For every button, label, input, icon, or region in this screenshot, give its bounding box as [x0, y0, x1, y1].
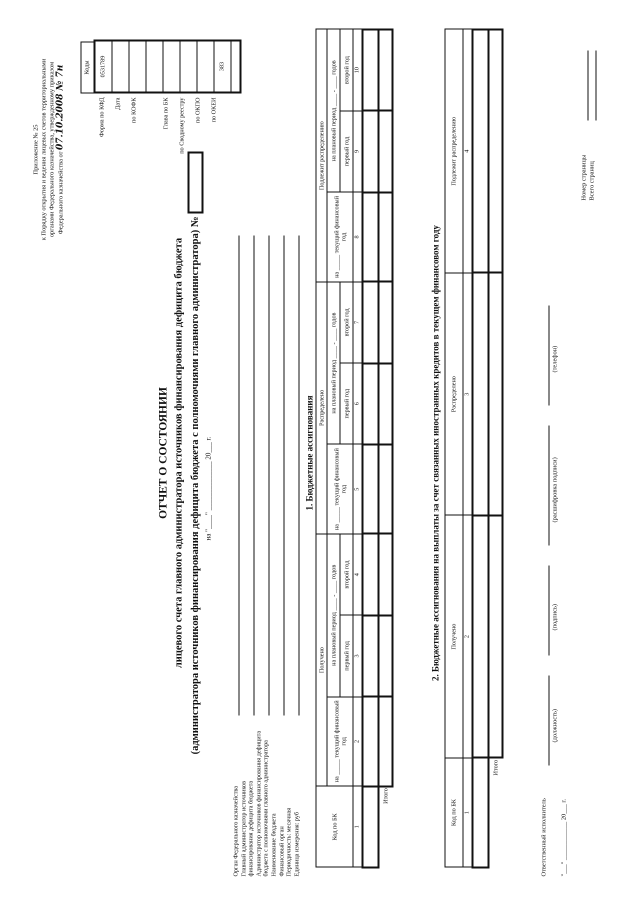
first-year-header: первый год	[340, 363, 353, 444]
code-value[interactable]: 383	[214, 41, 231, 91]
requisite-fill-line[interactable]	[253, 235, 254, 715]
second-year-header: второй год	[340, 281, 353, 362]
table-cell[interactable]	[362, 363, 378, 444]
col-number: 1	[463, 757, 472, 867]
current-year-header: на _____ текущий финансовый год	[327, 192, 353, 282]
total-cell[interactable]	[378, 444, 392, 534]
first-year-header: первый год	[340, 110, 353, 191]
requisite-fill-line[interactable]	[298, 235, 299, 715]
col-number: 4	[353, 533, 362, 614]
footer-date: "___" ____________ 20___ г.	[560, 798, 567, 876]
col-code-header: Код по БК	[445, 757, 463, 867]
codes-header: Коды	[80, 41, 94, 93]
appendix-line	[56, 29, 65, 269]
total-cell[interactable]	[378, 281, 392, 362]
appendix-block	[32, 29, 65, 269]
table-cell[interactable]	[472, 757, 488, 867]
current-year-header: на _____ текущий финансовый год	[327, 444, 353, 534]
account-number-box[interactable]	[187, 151, 203, 213]
col-number: 1	[353, 786, 362, 867]
col-number: 3	[353, 615, 362, 696]
section2-title: 2. Бюджетные ассигнования на выплаты за счет связанных иностранных кредитов в текущем финансовом году	[430, 224, 440, 681]
page-number-label: Номер страницы	[580, 154, 587, 200]
col-number: 3	[463, 272, 472, 514]
order-reference: 07.10.2008 № 7н	[55, 64, 65, 150]
requisite-fill-line[interactable]	[283, 235, 284, 715]
table-row	[472, 29, 488, 867]
table-cell[interactable]	[472, 515, 488, 757]
phone-caption: (телефон)	[551, 345, 558, 372]
col-number: 7	[353, 281, 362, 362]
received-header: Получено	[316, 533, 327, 785]
column-numbers-row	[463, 29, 472, 867]
first-year-header: первый год	[340, 615, 353, 696]
code-label: Глава по БК	[162, 97, 169, 129]
table-cell[interactable]	[362, 444, 378, 534]
decoding-line[interactable]	[548, 425, 549, 545]
table-cell[interactable]	[362, 110, 378, 191]
table-cell[interactable]	[472, 272, 488, 514]
appendix-line-text: Федерального казначейства от	[57, 151, 64, 234]
requisite-label: Наименование бюджета	[269, 812, 277, 876]
code-label: по ОКЕИ	[210, 97, 217, 122]
requisite-label: бюджета с полномочиями главного администратора	[262, 739, 270, 876]
total-pages-label: Всего страниц	[588, 160, 595, 200]
total-pages-field[interactable]	[595, 50, 596, 120]
col-number: 6	[353, 363, 362, 444]
appendix-number: Приложение № 25	[32, 124, 39, 174]
decoding-caption: (расшифровка подписи)	[551, 456, 558, 522]
section1-title: 1. Бюджетные ассигнования	[304, 395, 314, 510]
requisite-label: Администратор источников финансирования дефицита	[254, 730, 262, 876]
code-value[interactable]	[231, 41, 247, 91]
requisites-labels	[232, 726, 300, 876]
total-cell[interactable]	[488, 515, 502, 757]
code-label: Форма по КФД	[98, 97, 105, 137]
table-cell[interactable]	[362, 786, 378, 867]
to-distribute-header: Подлежит распределению	[316, 29, 327, 281]
requisite-label: финансирования дефицита бюджета	[247, 780, 255, 876]
report-sheet	[20, 15, 620, 890]
requisite-fill-line[interactable]	[238, 235, 239, 715]
second-year-header: второй год	[340, 533, 353, 614]
code-label: по ОКПО	[194, 97, 201, 123]
distributed-header: Распределено	[316, 281, 327, 533]
requisite-label: Финансовый орган	[277, 825, 285, 876]
total-cell[interactable]	[378, 29, 392, 110]
current-year-header: на _____ текущий финансовый год	[327, 696, 353, 786]
report-subtitle: лицевого счета главного администратора источников финансирования дефицита бюджета	[173, 237, 184, 668]
code-value[interactable]	[197, 41, 214, 91]
total-cell[interactable]	[488, 272, 502, 514]
requisite-label: Периодичность: месячная	[285, 807, 293, 876]
table-cell[interactable]	[362, 533, 378, 614]
col-number: 4	[463, 29, 472, 272]
col-number: 2	[353, 696, 362, 786]
section2-table	[444, 28, 503, 868]
plan-period-header: на плановый период ____ - ____ годов	[327, 533, 340, 696]
table-row	[362, 29, 378, 867]
appendix-line: органами Федерального казначейства, утвержденному приказом	[48, 61, 55, 237]
total-cell[interactable]	[378, 110, 392, 191]
col-number: 9	[353, 110, 362, 191]
total-cell[interactable]	[378, 363, 392, 444]
plan-period-header: на плановый период ____ - ____ годов	[327, 281, 340, 444]
table-cell[interactable]	[362, 281, 378, 362]
second-year-header: второй год	[340, 29, 353, 110]
received-header: Получено	[445, 515, 463, 757]
code-value[interactable]	[146, 41, 163, 91]
table-cell[interactable]	[472, 29, 488, 272]
appendix-line: к Порядку открытия и ведения лицевых счетов территориальными	[40, 58, 47, 240]
requisite-fill-line[interactable]	[268, 235, 269, 715]
code-value[interactable]	[129, 41, 146, 91]
table-cell[interactable]	[362, 615, 378, 696]
position-line[interactable]	[548, 675, 549, 765]
table-cell[interactable]	[362, 29, 378, 110]
requisite-label: Главный администратор источников	[239, 780, 247, 876]
plan-period-header: на плановый период ____ - ____ годов	[327, 29, 340, 192]
col-number: 2	[463, 515, 472, 757]
code-label: Дата	[114, 97, 121, 110]
report-date-line: на "____" ______________ 20___ г.	[204, 436, 212, 540]
page-number-field[interactable]	[587, 50, 588, 120]
subtitle-text: (администратора источников финансирования дефицита бюджета с полномочиями главного администратора) №	[189, 216, 201, 754]
signature-line[interactable]	[548, 565, 549, 655]
code-value[interactable]: 0531789	[95, 41, 112, 91]
position-caption: (должность)	[551, 708, 558, 742]
distributed-header: Распределено	[445, 272, 463, 514]
total-cell[interactable]	[378, 192, 392, 282]
code-value[interactable]	[163, 41, 180, 91]
total-cell[interactable]	[488, 29, 502, 272]
phone-line[interactable]	[548, 305, 549, 405]
table-cell[interactable]	[362, 696, 378, 786]
code-value[interactable]	[112, 41, 129, 91]
requisite-label: Орган Федерального казначейства	[232, 785, 239, 876]
col-number: 10	[353, 29, 362, 110]
col-number: 8	[353, 192, 362, 282]
total-cell[interactable]	[378, 533, 392, 614]
signature-caption: (подпись)	[551, 603, 558, 630]
total-row	[378, 29, 392, 867]
executor-label: Ответственный исполнитель	[540, 797, 547, 876]
col-code-header: Код по БК	[316, 786, 353, 867]
code-label: по КОФК	[130, 97, 137, 123]
requisite-label: Единица измерения: руб	[292, 811, 300, 876]
col-number: 5	[353, 444, 362, 534]
code-label: по Сводному реестру	[178, 97, 185, 154]
total-cell[interactable]	[378, 696, 392, 786]
codes-box	[93, 39, 241, 93]
total-cell[interactable]	[378, 615, 392, 696]
report-title: ОТЧЕТ О СОСТОЯНИИ	[157, 386, 169, 519]
table-cell[interactable]	[362, 192, 378, 282]
column-numbers-row	[353, 29, 362, 867]
code-value[interactable]	[180, 41, 197, 91]
total-label: Итого	[491, 759, 499, 775]
to-distribute-header: Подлежит распределению	[445, 29, 463, 272]
report-subtitle-2	[187, 15, 203, 890]
total-row	[488, 29, 502, 867]
total-label: Итого	[381, 787, 389, 804]
section1-table	[315, 28, 393, 868]
